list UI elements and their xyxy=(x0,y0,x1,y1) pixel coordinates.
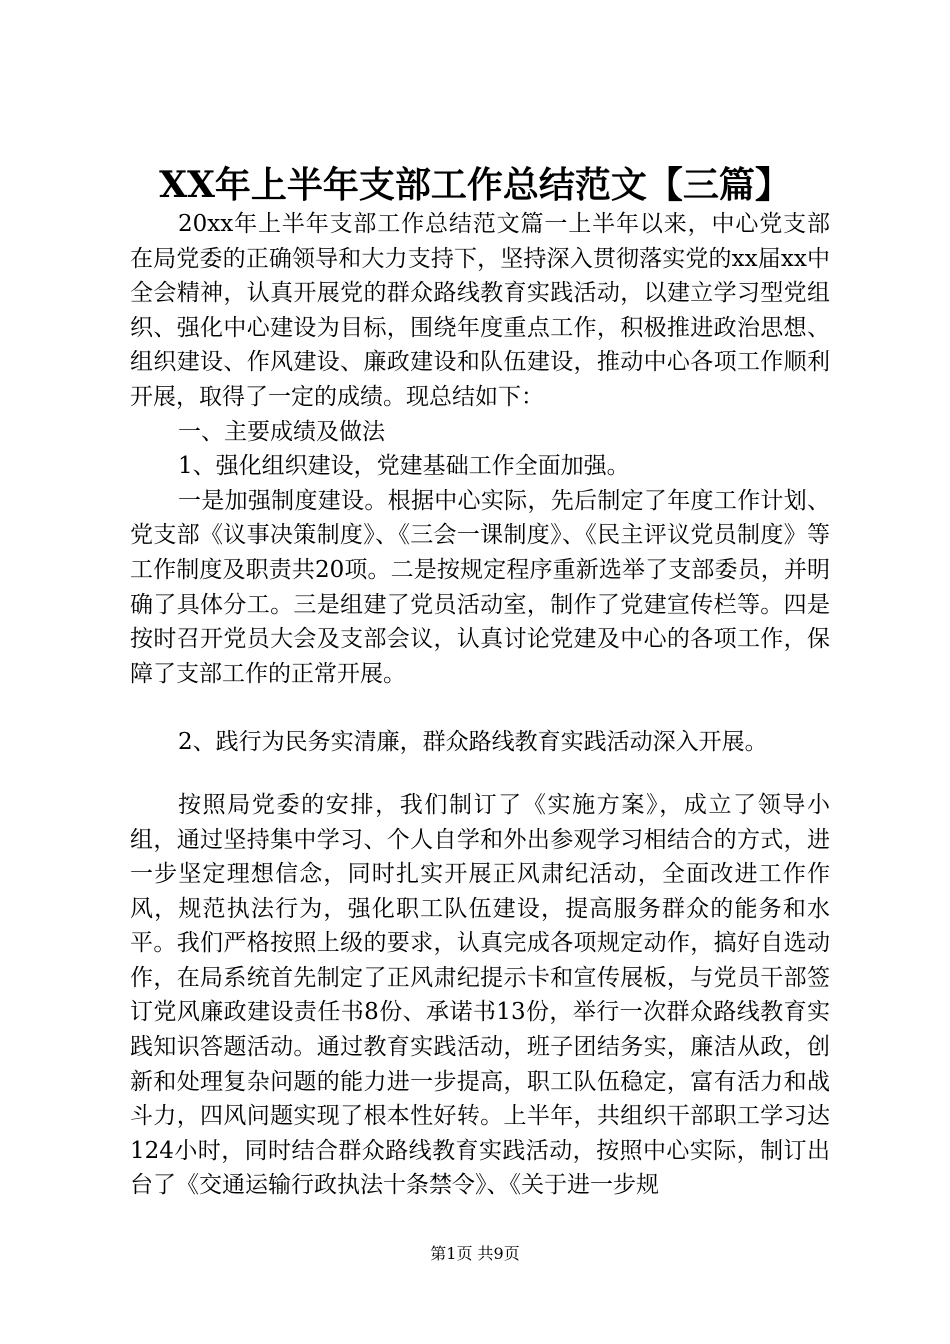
document-body xyxy=(130,207,830,1203)
page-footer: 第1页 共9页 xyxy=(430,1244,520,1263)
subsection-heading-1: 1、强化组织建设，党建基础工作全面加强。 xyxy=(178,453,630,480)
paragraph-intro: 20xx年上半年支部工作总结范文篇一上半年以来，中心党支部在局党委的正确领导和大力支持下，坚持深入贯彻落实党的xx届xx中全会精神，认真开展党的群众路线教育实践活动，以建立学习型党组织、强化中心建设为目标，围绕年度重点工作，积极推进政治思想、组织建设、作风建设、廉政建设和队伍建设，推动中心各项工作顺利开展，取得了一定的成绩。现总结如下： xyxy=(130,211,830,410)
section-heading: 一、主要成绩及做法 xyxy=(178,418,385,445)
subsection-heading-2: 2、践行为民务实清廉，群众路线教育实践活动深入开展。 xyxy=(178,729,768,756)
paragraph-organization: 一是加强制度建设。根据中心实际，先后制定了年度工作计划、党支部《议事决策制度》、《三会一课制度》、《民主评议党员制度》等工作制度及职责共20项。二是按规定程序重新选举了支部委员，并明确了具体分工。三是组建了党员活动室，制作了党建宣传栏等。四是按时召开党员大会及支部会议，认真讨论党建及中心的各项工作，保障了支部工作的正常开展。 xyxy=(130,487,830,687)
document-title: XX年上半年支部工作总结范文【三篇】 xyxy=(159,164,791,206)
paragraph-practice: 按照局党委的安排，我们制订了《实施方案》，成立了领导小组，通过坚持集中学习、个人自学和外出参观学习相结合的方式，进一步坚定理想信念，同时扎实开展正风肃纪活动，全面改进工作作风，规范执法行为，强化职工队伍建设，提高服务群众的能务和水平。我们严格按照上级的要求，认真完成各项规定动作，搞好自选动作，在局系统首先制定了正风肃纪提示卡和宣传展板，与党员干部签订党风廉政建设责任书8份、承诺书13份，举行一次群众路线教育实践知识答题活动。通过教育实践活动，班子团结务实，廉洁从政，创新和处理复杂问题的能力进一步提高，职工队伍稳定，富有活力和战斗力，四风问题实现了根本性好转。上半年，共组织干部职工学习达124小时，同时结合群众路线教育实践活动，按照中心实际，制订出台了《交通运输行政执法十条禁令》、《关于进一步规 xyxy=(130,791,830,1199)
